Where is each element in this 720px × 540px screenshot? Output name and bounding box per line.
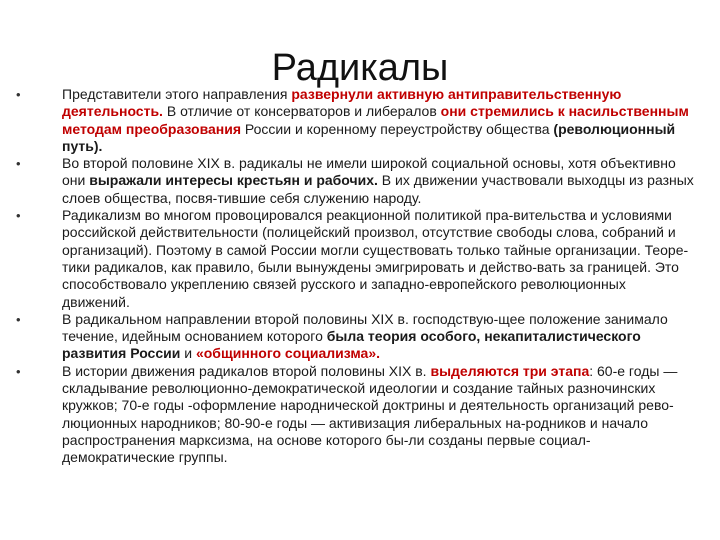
bullet-item (0, 363, 720, 467)
bullet-dot-icon: • (16, 87, 21, 102)
text-segment-highlight: они стремились к насильственным методам преобразования (62, 103, 689, 137)
bullet-list (0, 86, 720, 467)
bullet-dot-icon: • (16, 208, 21, 224)
bullet-item (0, 207, 720, 311)
text-segment-highlight: выделяются три этапа (430, 362, 590, 379)
text-segment: Во второй половине XIX в. радикалы не имели широкой социальной основы, хотя объективно они (62, 155, 676, 189)
bullet-dot-icon: • (16, 311, 21, 327)
bullet-item (0, 155, 720, 207)
bullet-item (0, 86, 720, 155)
slide-title: Радикалы (271, 47, 449, 89)
bullet-dot-icon: • (16, 363, 21, 379)
bullet-text (62, 363, 677, 465)
text-segment: и (180, 345, 196, 362)
text-segment: Радикализм во многом провоцировался реакционной политикой пра-вительства и условиями российской действительности (полицейский произвол, отсутствие свободы слова, собраний и организаций). Поэтому в самой России могли существовать только тайные организации. Теоре-тики радикалов, как правило, были вынуждены эмигрировать и действо-вать за границей. Это способствовало укреплению связей русского и западно-европейского революционных движений. (62, 207, 689, 310)
text-segment-highlight: «общинного социализма». (195, 345, 380, 362)
text-segment: В радикальном направлении второй половины XIX в. господствую-щее положение занимало течение, идейным основанием которого (62, 310, 668, 345)
text-segment: Представители этого направления (62, 86, 292, 102)
bullet-dot-icon: • (16, 156, 21, 172)
text-segment: В отличие от консерваторов и либералов (162, 103, 441, 120)
bullet-text (62, 207, 688, 309)
text-segment-bold: (революционный путь). (62, 120, 676, 154)
text-segment: России и коренному переустройству общества (241, 120, 554, 137)
text-segment: : 60-е годы — складывание революционно-демократической идеологии и создание тайных разночинских кружков; 70-е годы -оформление народнической доктрины и деятельность организаций рево-люционных народников; 80-90-е годы — активизация либеральных на-родников и начало распространения марксизма, на основе которого бы-ли созданы первые социал-демократические группы. (62, 362, 678, 466)
bullet-item (0, 311, 720, 363)
text-segment-bold: была теория особого, некапиталистического развития России (62, 328, 641, 362)
text-segment-bold: выражали интересы крестьян и рабочих. (89, 172, 378, 189)
bullet-text (62, 86, 689, 154)
bullet-text (62, 311, 668, 362)
text-segment: В их движении участвовали выходцы из разных слоев общества, посвя-тившие себя служению народу. (62, 172, 694, 206)
text-segment: В истории движения радикалов второй половины XIX в. (62, 362, 431, 379)
bullet-text (62, 155, 694, 206)
text-segment-highlight: развернули активную антиправительственную деятельность. (62, 86, 622, 120)
